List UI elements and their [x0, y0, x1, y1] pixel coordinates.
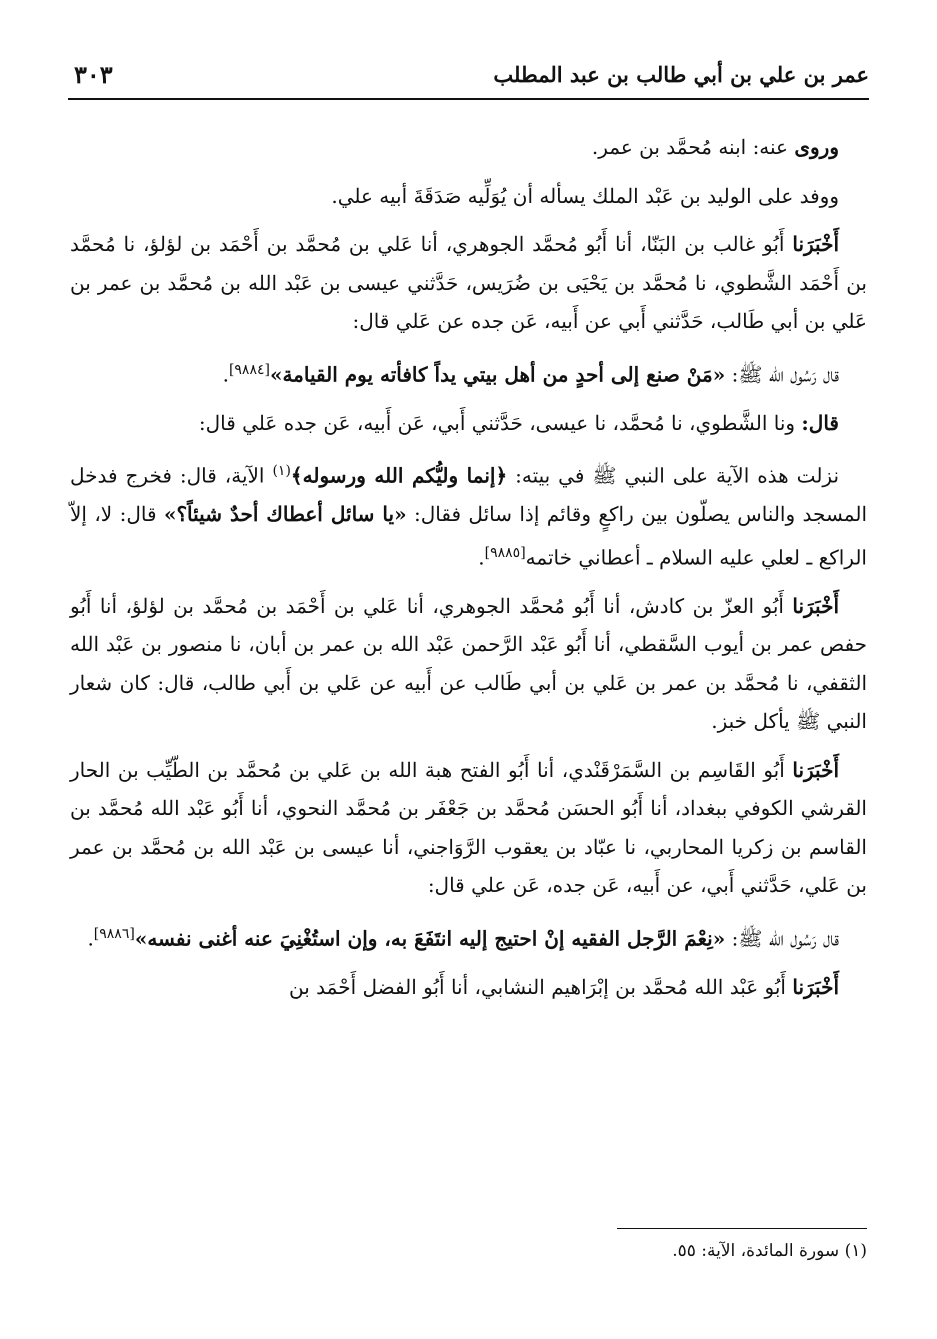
text-segment: أَبُو القَاسِم بن السَّمَرْقَنْدي، أنا أَبُو الفتح هبة الله بن عَلي بن مُحمَّد بن الطّيِّب بن الحار القرشي الكوفي ببغداد، أنا أَبُو الحسَن مُحمَّد بن جَعْفَر بن مُحمَّد النحوي، أنا أَبُو عَبْد الله مُحمَّد بن القاسم بن زكريا المحاربي، نا عبّاد بن يعقوب الرَّوَاجني، أنا عيسى بن عَبْد الله بن مُحمَّد بن عمر بن عَلي، حَدَّثني أَبي، عن أَبيه، عَن جده، عَن علي قال:	[70, 757, 867, 898]
isnad-keyword: أَخْبَرَنا	[792, 593, 839, 618]
page-number: ٣٠٣	[74, 60, 113, 89]
paragraph	[70, 128, 867, 167]
quoted-text: «نِعْمَ الرَّجل الفقيه إنْ احتيج إليه انتَفَعَ به، وإن استُغْنِيَ عنه أغنى نفسه»	[134, 926, 726, 951]
text-segment: عنه: ابنه مُحمَّد بن عمر.	[591, 135, 795, 159]
reference-number: [٩٨٨٦]	[93, 925, 135, 942]
quoted-text: «يا سائل أعطاك أحدٌ شيئاً؟»	[163, 502, 407, 527]
paragraph	[70, 968, 867, 1007]
paragraph	[70, 404, 867, 443]
isnad-keyword: وروى	[794, 135, 839, 159]
footnote-text: سورة المائدة، الآية: ٥٥.	[672, 1241, 840, 1261]
text-segment: الآية، قال: فخرج فدخل المسجد والناس يصلّون بين راكعٍ وقائم إذا سائل فقال:	[70, 463, 868, 527]
text-segment: قال رَسُول الله ﷺ:	[725, 362, 839, 387]
body-text	[70, 128, 867, 1017]
isnad-keyword: أَخْبَرَنا	[792, 757, 839, 782]
text-segment: نزلت هذه الآية على النبي ﷺ في بيته:	[507, 463, 840, 488]
paragraph	[70, 452, 867, 577]
quoted-text: ﴿إنما وليُّكم الله ورسوله﴾	[290, 463, 508, 488]
paragraph	[70, 915, 867, 958]
text-segment: .	[87, 926, 94, 951]
paragraph	[70, 587, 867, 741]
reference-number: (١)	[272, 463, 291, 480]
isnad-keyword: قال:	[801, 410, 839, 435]
paragraph	[70, 351, 867, 394]
page-header-title: عمر بن علي بن أبي طالب بن عبد المطلب	[493, 62, 869, 87]
isnad-keyword: أَخْبَرَنا	[792, 232, 839, 256]
text-segment: ونا الشَّطوي، نا مُحمَّد، نا عيسى، حَدَّثني أَبي، عَن أَبيه، عَن جده عَلي قال:	[198, 410, 802, 435]
paragraph	[70, 751, 867, 905]
text-segment: قال: لا، إلاّ الراكع ـ لعلي عليه السلام ـ أعطاني خاتمه	[70, 502, 867, 570]
text-segment: .	[222, 362, 229, 387]
text-segment: قال رَسُول الله ﷺ:	[725, 926, 839, 951]
reference-number: [٩٨٨٤]	[228, 361, 270, 378]
running-head	[68, 52, 869, 100]
text-segment: .	[478, 545, 485, 570]
paragraph	[70, 177, 867, 216]
footnote-divider	[617, 1228, 867, 1229]
footnote-marker: (١)	[844, 1241, 867, 1261]
paragraph	[70, 225, 867, 341]
text-segment: أَبُو عَبْد الله مُحمَّد بن إبْرَاهيم النشابي، أنا أَبُو الفضل أَحْمَد بن	[289, 975, 793, 1000]
text-segment: ووفد على الوليد بن عَبْد الملك يسأله أن يُوَلِّيه صَدَقَةَ أبيه علي.	[331, 183, 839, 208]
isnad-keyword: أَخْبَرَنا	[792, 975, 839, 1000]
quoted-text: «مَنْ صنع إلى أحدٍ من أهل بيتي يداً كافأته يوم القيامة»	[269, 362, 726, 387]
reference-number: [٩٨٨٥]	[484, 544, 526, 561]
footnote	[70, 1236, 867, 1266]
text-segment: أَبُو العزّ بن كادش، أنا أَبُو مُحمَّد الجوهري، أنا عَلي بن أَحْمَد بن مُحمَّد بن لؤلؤ، أنا أَبُو حفص عمر بن أيوب السَّقطي، أنا أَبُو عَبْد الرَّحمن عَبْد الله بن عمر بن أبان، نا منصور بن عَبْد الله الثقفي، نا مُحمَّد بن عمر بن عَلي بن أبي طَالب عن أَبيه عن عَلي بن أَبي طالب، قال: كان شعار النبي ﷺ يأكل خبز.	[70, 593, 867, 734]
text-segment: أَبُو غالب بن البَنّا، أنا أَبُو مُحمَّد الجوهري، أنا عَلي بن مُحمَّد بن أَحْمَد بن لؤلؤ، نا مُحمَّد بن أَحْمَد الشَّطوي، نا مُحمَّد بن يَحْيَى بن ضُرَيس، حَدَّثني عيسى بن عَبْد الله بن مُحمَّد بن عمر بن عَلي بن أبي طَالب، حَدَّثني أَبي عن أَبيه، عَن جده عن عَلي قال:	[70, 232, 867, 333]
